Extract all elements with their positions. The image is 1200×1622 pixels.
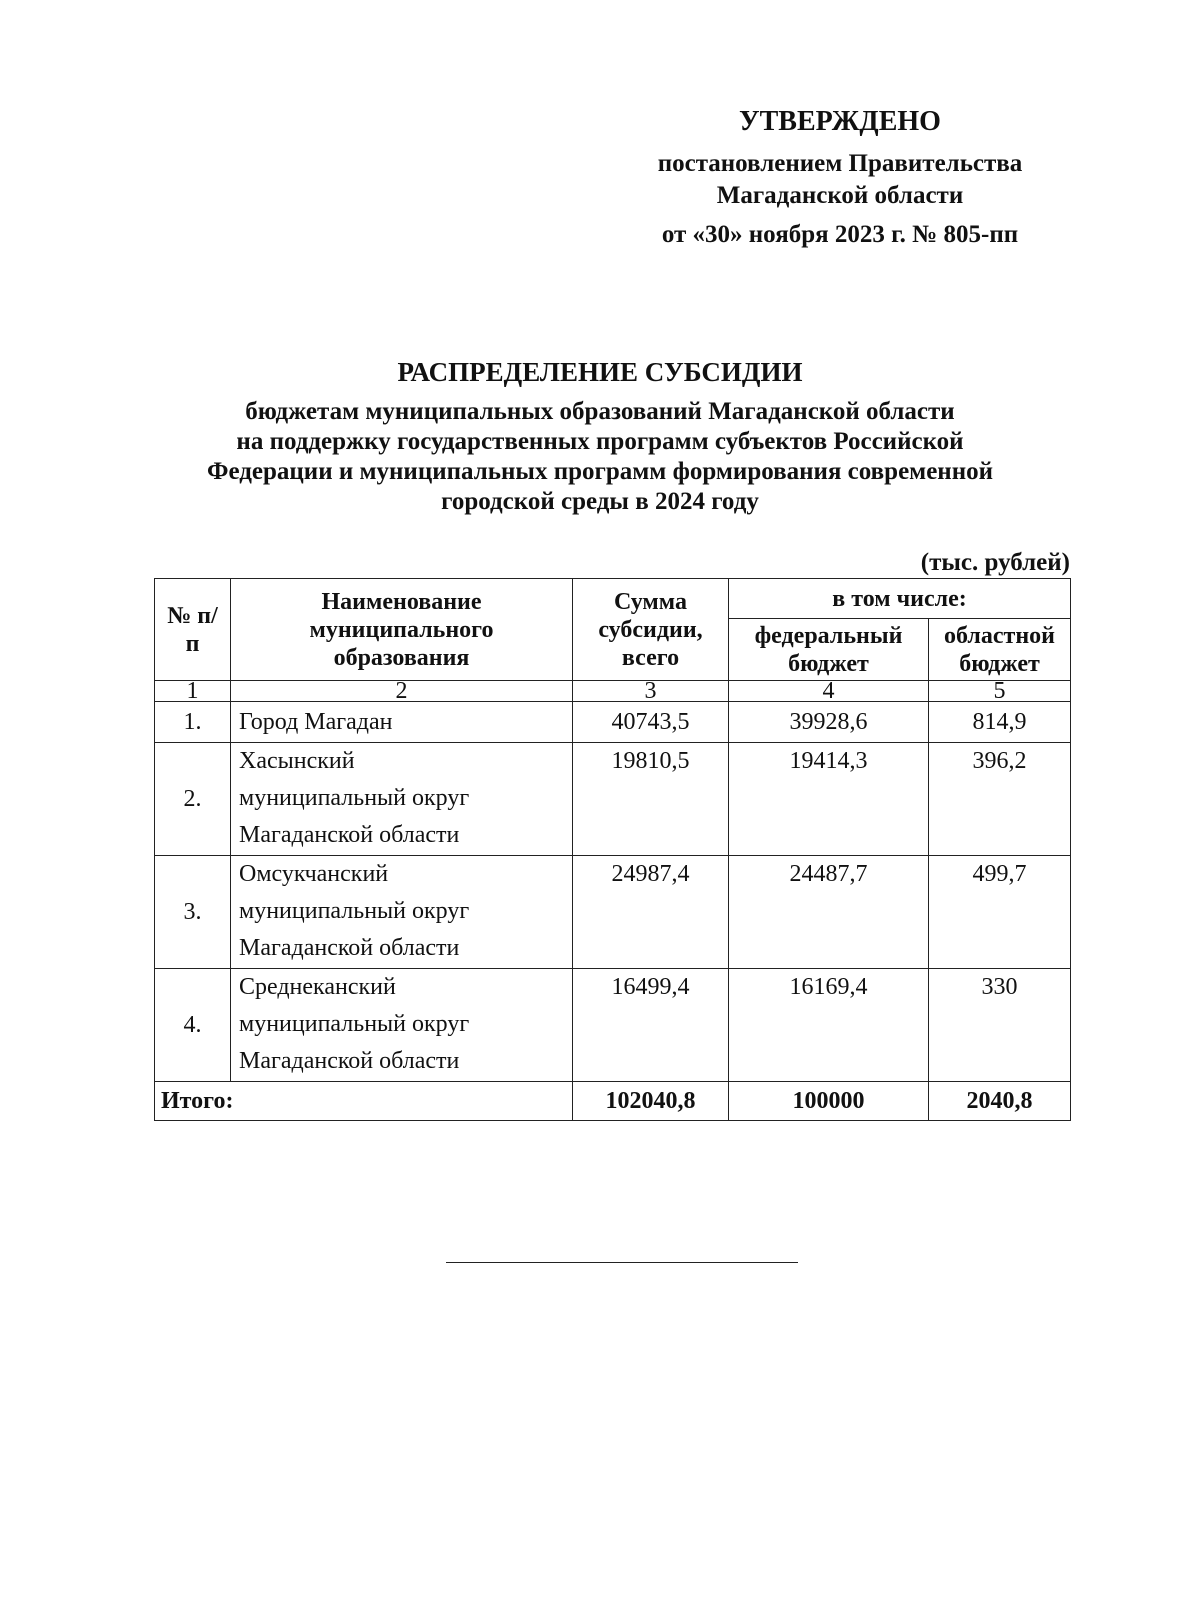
municipality-name [231, 743, 573, 856]
subsidy-total: 24987,4 [573, 856, 729, 969]
municipality-name [231, 969, 573, 1082]
total-label: Итого: [155, 1082, 573, 1121]
federal-budget: 39928,6 [729, 702, 929, 743]
table-row [155, 702, 1071, 743]
total-federal: 100000 [729, 1082, 929, 1121]
column-number: 4 [729, 681, 929, 702]
header-including: в том числе: [729, 579, 1071, 619]
subsidy-total: 19810,5 [573, 743, 729, 856]
units-label: (тыс. рублей) [920, 549, 1070, 576]
federal-budget: 16169,4 [729, 969, 929, 1082]
column-number: 1 [155, 681, 231, 702]
subtitle-line: городской среды в 2024 году [441, 488, 759, 515]
regional-budget: 499,7 [929, 856, 1071, 969]
municipality-name-line: Магаданской области [239, 935, 460, 961]
header-federal-budget: федеральный бюджет [729, 619, 929, 681]
municipality-name-line: Магаданской области [239, 1048, 460, 1074]
regional-budget: 814,9 [929, 702, 1071, 743]
table-row [155, 743, 1071, 856]
federal-budget: 19414,3 [729, 743, 929, 856]
municipality-name-line: Магаданской области [239, 822, 460, 848]
total-row [155, 1082, 1071, 1121]
municipality-name [231, 702, 573, 743]
document-title: РАСПРЕДЕЛЕНИЕ СУБСИДИИ [397, 357, 803, 387]
header-regional-budget: областной бюджет [929, 619, 1071, 681]
row-number: 4. [155, 969, 231, 1082]
municipality-name-line: Омсукчанский [239, 861, 389, 887]
municipality-name-line: муниципальный округ [239, 785, 470, 811]
municipality-name-line: Город Магадан [239, 709, 393, 735]
total-regional: 2040,8 [929, 1082, 1071, 1121]
approval-authority-line-1: постановлением Правительства [657, 150, 1023, 177]
table-row [155, 969, 1071, 1082]
subsidy-total: 40743,5 [573, 702, 729, 743]
subtitle-line: Федерации и муниципальных программ формирования современной [207, 458, 993, 485]
table-header-row [155, 579, 1071, 619]
row-number: 2. [155, 743, 231, 856]
column-number: 3 [573, 681, 729, 702]
end-of-document-rule [446, 1262, 798, 1263]
column-number-row [155, 681, 1071, 702]
document-subtitle [150, 397, 1050, 517]
federal-budget: 24487,7 [729, 856, 929, 969]
municipality-name-line: муниципальный округ [239, 898, 470, 924]
municipality-name-line: Среднеканский [239, 974, 396, 1000]
table-row [155, 856, 1071, 969]
municipality-name [231, 856, 573, 969]
subtitle-line: бюджетам муниципальных образований Магаданской области [245, 398, 955, 425]
subsidy-distribution-table [154, 578, 1071, 1121]
municipality-name-line: муниципальный округ [239, 1011, 470, 1037]
row-number: 1. [155, 702, 231, 743]
subtitle-line: на поддержку государственных программ субъектов Российской [236, 428, 964, 455]
regional-budget: 396,2 [929, 743, 1071, 856]
regional-budget: 330 [929, 969, 1071, 1082]
municipality-name-line: Хасынский [239, 748, 355, 774]
row-number: 3. [155, 856, 231, 969]
header-subsidy-total: Сумма субсидии, всего [573, 579, 729, 681]
approval-authority [600, 148, 1080, 212]
subsidy-total: 16499,4 [573, 969, 729, 1082]
header-municipality-name: Наименование муниципального образования [231, 579, 573, 681]
approval-date: от «30» ноября 2023 г. № 805-пп [661, 221, 1019, 248]
approval-title: УТВЕРЖДЕНО [739, 106, 941, 137]
header-number: № п/п [155, 579, 231, 681]
column-number: 2 [231, 681, 573, 702]
total-subsidy: 102040,8 [573, 1082, 729, 1121]
column-number: 5 [929, 681, 1071, 702]
approval-authority-line-2: Магаданской области [716, 182, 964, 209]
